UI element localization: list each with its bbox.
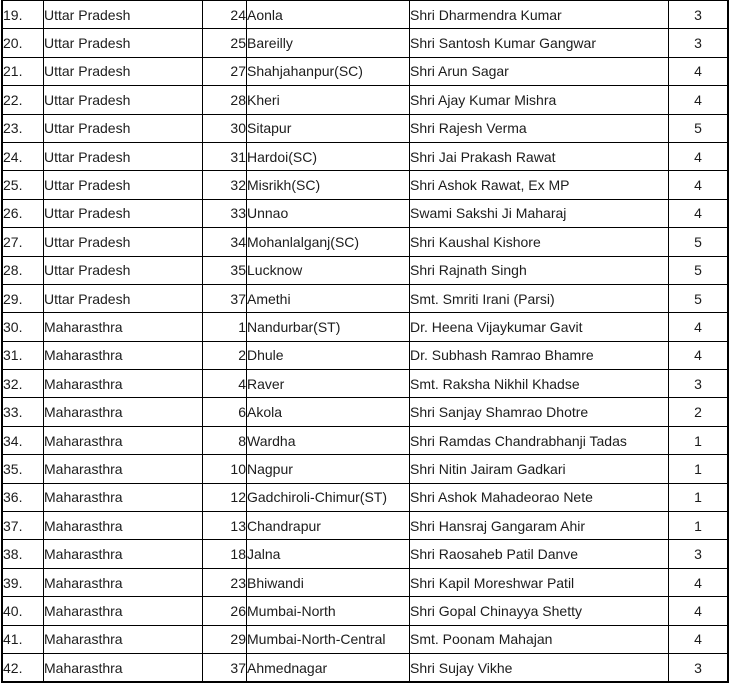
cell-serial-number: 23. xyxy=(2,114,44,142)
cell-serial-number: 40. xyxy=(2,597,44,625)
cell-constituency-name: Amethi xyxy=(247,284,410,312)
cell-constituency-number: 37 xyxy=(203,653,247,682)
cell-count: 5 xyxy=(669,256,729,284)
cell-count: 3 xyxy=(669,540,729,568)
cell-state: Uttar Pradesh xyxy=(44,29,203,57)
cell-constituency-name: Mumbai-North-Central xyxy=(247,625,410,653)
cell-constituency-number: 28 xyxy=(203,86,247,114)
cell-member-name: Smt. Smriti Irani (Parsi) xyxy=(410,284,669,312)
cell-serial-number: 20. xyxy=(2,29,44,57)
cell-count: 3 xyxy=(669,1,729,29)
cell-constituency-number: 8 xyxy=(203,426,247,454)
cell-constituency-number: 13 xyxy=(203,512,247,540)
table-row xyxy=(2,86,728,114)
cell-constituency-number: 25 xyxy=(203,29,247,57)
cell-member-name: Shri Sanjay Shamrao Dhotre xyxy=(410,398,669,426)
cell-count: 3 xyxy=(669,370,729,398)
cell-constituency-number: 27 xyxy=(203,57,247,85)
cell-serial-number: 24. xyxy=(2,142,44,170)
cell-constituency-name: Mumbai-North xyxy=(247,597,410,625)
cell-constituency-name: Chandrapur xyxy=(247,512,410,540)
cell-count: 4 xyxy=(669,171,729,199)
cell-serial-number: 29. xyxy=(2,284,44,312)
cell-state: Uttar Pradesh xyxy=(44,228,203,256)
table-row xyxy=(2,29,728,57)
cell-constituency-number: 30 xyxy=(203,114,247,142)
cell-state: Maharasthra xyxy=(44,625,203,653)
cell-member-name: Shri Jai Prakash Rawat xyxy=(410,142,669,170)
cell-member-name: Shri Kaushal Kishore xyxy=(410,228,669,256)
cell-serial-number: 42. xyxy=(2,653,44,682)
cell-count: 4 xyxy=(669,142,729,170)
cell-member-name: Smt. Poonam Mahajan xyxy=(410,625,669,653)
table-row xyxy=(2,398,728,426)
cell-serial-number: 30. xyxy=(2,313,44,341)
cell-constituency-number: 6 xyxy=(203,398,247,426)
cell-state: Uttar Pradesh xyxy=(44,1,203,29)
cell-constituency-name: Mohanlalganj(SC) xyxy=(247,228,410,256)
cell-constituency-name: Wardha xyxy=(247,426,410,454)
cell-member-name: Shri Ajay Kumar Mishra xyxy=(410,86,669,114)
cell-member-name: Shri Ashok Rawat, Ex MP xyxy=(410,171,669,199)
cell-constituency-name: Raver xyxy=(247,370,410,398)
cell-state: Maharasthra xyxy=(44,426,203,454)
cell-count: 3 xyxy=(669,29,729,57)
cell-state: Maharasthra xyxy=(44,341,203,369)
table-row xyxy=(2,256,728,284)
cell-constituency-name: Ahmednagar xyxy=(247,653,410,682)
cell-count: 4 xyxy=(669,597,729,625)
table-row xyxy=(2,284,728,312)
cell-serial-number: 41. xyxy=(2,625,44,653)
cell-constituency-name: Lucknow xyxy=(247,256,410,284)
cell-count: 4 xyxy=(669,199,729,227)
cell-serial-number: 38. xyxy=(2,540,44,568)
cell-serial-number: 37. xyxy=(2,512,44,540)
cell-constituency-name: Aonla xyxy=(247,1,410,29)
cell-state: Uttar Pradesh xyxy=(44,86,203,114)
cell-constituency-name: Akola xyxy=(247,398,410,426)
table-row xyxy=(2,625,728,653)
cell-state: Maharasthra xyxy=(44,455,203,483)
cell-constituency-name: Bareilly xyxy=(247,29,410,57)
cell-member-name: Shri Rajnath Singh xyxy=(410,256,669,284)
cell-count: 1 xyxy=(669,512,729,540)
cell-constituency-name: Nagpur xyxy=(247,455,410,483)
cell-count: 5 xyxy=(669,114,729,142)
cell-count: 4 xyxy=(669,625,729,653)
cell-constituency-name: Kheri xyxy=(247,86,410,114)
cell-constituency-name: Shahjahanpur(SC) xyxy=(247,57,410,85)
cell-count: 4 xyxy=(669,568,729,596)
cell-constituency-number: 33 xyxy=(203,199,247,227)
cell-constituency-number: 32 xyxy=(203,171,247,199)
cell-count: 1 xyxy=(669,483,729,511)
cell-count: 4 xyxy=(669,341,729,369)
cell-constituency-number: 10 xyxy=(203,455,247,483)
cell-constituency-name: Sitapur xyxy=(247,114,410,142)
cell-member-name: Swami Sakshi Ji Maharaj xyxy=(410,199,669,227)
cell-state: Uttar Pradesh xyxy=(44,256,203,284)
cell-state: Uttar Pradesh xyxy=(44,114,203,142)
cell-count: 4 xyxy=(669,86,729,114)
cell-serial-number: 36. xyxy=(2,483,44,511)
cell-count: 1 xyxy=(669,426,729,454)
cell-serial-number: 26. xyxy=(2,199,44,227)
cell-constituency-number: 26 xyxy=(203,597,247,625)
cell-member-name: Shri Sujay Vikhe xyxy=(410,653,669,682)
cell-serial-number: 28. xyxy=(2,256,44,284)
table-row xyxy=(2,370,728,398)
table-row xyxy=(2,171,728,199)
cell-member-name: Shri Gopal Chinayya Shetty xyxy=(410,597,669,625)
cell-member-name: Shri Hansraj Gangaram Ahir xyxy=(410,512,669,540)
cell-serial-number: 19. xyxy=(2,1,44,29)
cell-member-name: Shri Rajesh Verma xyxy=(410,114,669,142)
cell-constituency-number: 18 xyxy=(203,540,247,568)
cell-constituency-number: 4 xyxy=(203,370,247,398)
table-row xyxy=(2,341,728,369)
cell-state: Uttar Pradesh xyxy=(44,142,203,170)
cell-serial-number: 39. xyxy=(2,568,44,596)
members-table-body xyxy=(2,0,728,682)
cell-state: Maharasthra xyxy=(44,568,203,596)
cell-member-name: Dr. Heena Vijaykumar Gavit xyxy=(410,313,669,341)
cell-constituency-number: 34 xyxy=(203,228,247,256)
cell-state: Uttar Pradesh xyxy=(44,57,203,85)
table-row xyxy=(2,455,728,483)
cell-constituency-number: 2 xyxy=(203,341,247,369)
table-row xyxy=(2,540,728,568)
members-table xyxy=(1,0,729,683)
cell-constituency-number: 31 xyxy=(203,142,247,170)
cell-serial-number: 31. xyxy=(2,341,44,369)
table-row xyxy=(2,426,728,454)
cell-state: Maharasthra xyxy=(44,540,203,568)
table-row xyxy=(2,313,728,341)
cell-constituency-name: Misrikh(SC) xyxy=(247,171,410,199)
cell-member-name: Shri Santosh Kumar Gangwar xyxy=(410,29,669,57)
cell-serial-number: 27. xyxy=(2,228,44,256)
cell-member-name: Shri Raosaheb Patil Danve xyxy=(410,540,669,568)
cell-count: 4 xyxy=(669,313,729,341)
cell-serial-number: 22. xyxy=(2,86,44,114)
cell-member-name: Smt. Raksha Nikhil Khadse xyxy=(410,370,669,398)
cell-count: 5 xyxy=(669,228,729,256)
cell-constituency-name: Bhiwandi xyxy=(247,568,410,596)
cell-constituency-name: Gadchiroli-Chimur(ST) xyxy=(247,483,410,511)
cell-state: Maharasthra xyxy=(44,398,203,426)
cell-serial-number: 25. xyxy=(2,171,44,199)
cell-state: Uttar Pradesh xyxy=(44,199,203,227)
cell-constituency-number: 1 xyxy=(203,313,247,341)
cell-count: 2 xyxy=(669,398,729,426)
cell-state: Maharasthra xyxy=(44,512,203,540)
cell-member-name: Dr. Subhash Ramrao Bhamre xyxy=(410,341,669,369)
cell-count: 3 xyxy=(669,653,729,682)
cell-serial-number: 33. xyxy=(2,398,44,426)
cell-count: 1 xyxy=(669,455,729,483)
cell-count: 5 xyxy=(669,284,729,312)
cell-constituency-name: Hardoi(SC) xyxy=(247,142,410,170)
cell-constituency-name: Nandurbar(ST) xyxy=(247,313,410,341)
cell-serial-number: 21. xyxy=(2,57,44,85)
cell-member-name: Shri Ramdas Chandrabhanji Tadas xyxy=(410,426,669,454)
cell-state: Maharasthra xyxy=(44,313,203,341)
table-row xyxy=(2,57,728,85)
cell-constituency-number: 23 xyxy=(203,568,247,596)
cell-serial-number: 32. xyxy=(2,370,44,398)
cell-constituency-number: 37 xyxy=(203,284,247,312)
cell-count: 4 xyxy=(669,57,729,85)
cell-constituency-number: 29 xyxy=(203,625,247,653)
cell-state: Maharasthra xyxy=(44,597,203,625)
table-row xyxy=(2,653,728,682)
cell-constituency-name: Jalna xyxy=(247,540,410,568)
cell-state: Maharasthra xyxy=(44,370,203,398)
cell-state: Uttar Pradesh xyxy=(44,171,203,199)
cell-state: Maharasthra xyxy=(44,653,203,682)
cell-constituency-number: 35 xyxy=(203,256,247,284)
cell-member-name: Shri Nitin Jairam Gadkari xyxy=(410,455,669,483)
cell-serial-number: 34. xyxy=(2,426,44,454)
table-row xyxy=(2,199,728,227)
cell-constituency-number: 12 xyxy=(203,483,247,511)
cell-member-name: Shri Ashok Mahadeorao Nete xyxy=(410,483,669,511)
cell-member-name: Shri Dharmendra Kumar xyxy=(410,1,669,29)
cell-constituency-number: 24 xyxy=(203,1,247,29)
table-row xyxy=(2,142,728,170)
table-row xyxy=(2,597,728,625)
cell-member-name: Shri Arun Sagar xyxy=(410,57,669,85)
table-row xyxy=(2,228,728,256)
cell-constituency-name: Dhule xyxy=(247,341,410,369)
cell-constituency-name: Unnao xyxy=(247,199,410,227)
cell-serial-number: 35. xyxy=(2,455,44,483)
cell-member-name: Shri Kapil Moreshwar Patil xyxy=(410,568,669,596)
table-row xyxy=(2,114,728,142)
table-row xyxy=(2,568,728,596)
table-row xyxy=(2,1,728,29)
cell-state: Maharasthra xyxy=(44,483,203,511)
table-row xyxy=(2,483,728,511)
table-row xyxy=(2,512,728,540)
cell-state: Uttar Pradesh xyxy=(44,284,203,312)
